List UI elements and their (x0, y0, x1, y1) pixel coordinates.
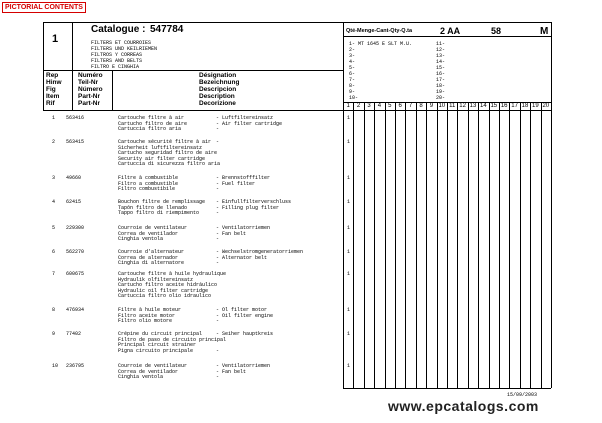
qty-slot: 15- (436, 65, 446, 71)
row-rep: 3 (52, 175, 56, 181)
row-translation: - Einfullfilterverschluss (216, 199, 292, 205)
desc-header-line: Désignation (199, 72, 237, 79)
qty-column-number: 17 (511, 103, 518, 109)
part-header-line: Teil-Nr (78, 79, 99, 86)
part-header-line: Part-Nr (78, 93, 101, 100)
group-title: FILTRO E CINGHIA (91, 64, 140, 70)
qty-slot: 5- (349, 65, 356, 71)
part-column-header (78, 72, 103, 107)
qty-slot: 19- (436, 89, 446, 95)
group-title: FILTERS ET COURROIES (91, 40, 152, 46)
rep-header-line: Fig (46, 86, 56, 93)
row-description: Correa de ventilador (118, 368, 179, 375)
qty-column-number: 14 (480, 103, 487, 109)
rep-header-line: Item (46, 93, 60, 100)
qty-slot: 10- (349, 95, 359, 101)
page-number: 58 (491, 26, 502, 36)
row-translation: - (216, 210, 220, 217)
columns-bottom-line (43, 110, 551, 111)
qty-column-number: 19 (532, 103, 539, 109)
row-description: Cartuccia di sicurezza filtro aria (118, 161, 221, 168)
qty-slot: 7- (349, 77, 356, 83)
qty-slot: 2- (349, 47, 356, 53)
qty-column-number: 16 (500, 103, 508, 109)
row-part-number[interactable]: 600675 (66, 271, 85, 277)
catalogue-label: Catalogue : (91, 24, 146, 35)
qty-slot: 9- (349, 89, 356, 95)
row-rep: 4 (52, 199, 56, 205)
part-header-line: Número (78, 86, 103, 93)
row-quantity: 1 (347, 225, 351, 231)
desc-header-line: Bezeichnung (199, 79, 240, 86)
row-translation: - Brennstofffilter (216, 175, 271, 181)
row-translation: - Ol filter motor (216, 307, 268, 313)
row-description: Tapón filtro de llenado (118, 204, 188, 211)
row-translation: - Fan belt (216, 368, 247, 375)
qty-slot: 18- (436, 83, 446, 89)
qty-column-line (447, 102, 448, 388)
qty-column-number: 20 (542, 103, 550, 109)
description-column-header (199, 72, 239, 107)
qty-slot: 12- (436, 47, 446, 53)
qty-column-line (489, 102, 490, 388)
row-quantity: 1 (347, 139, 351, 145)
row-description: Security air filter cartridge (118, 155, 206, 162)
group-title: FILTERS AND BELTS (91, 58, 143, 64)
row-part-number[interactable]: 563415 (66, 139, 85, 145)
sheet-divider-line (72, 22, 73, 70)
row-description: Courroie de ventilateur (118, 225, 188, 231)
row-translation: - Oil filter engine (216, 312, 274, 319)
row-quantity: 1 (347, 175, 351, 181)
row-translation: - Fuel filter (216, 180, 256, 187)
row-translation: - Air filter cartridge (216, 120, 283, 127)
row-description: Filtro aceite motor (118, 312, 176, 319)
qty-column-line (457, 102, 458, 388)
qty-slots-right (436, 41, 445, 101)
qty-slot: 16- (436, 71, 446, 77)
row-rep: 7 (52, 271, 56, 277)
row-description: Pigna circuito principale (118, 347, 194, 354)
row-description: Correa de alternador (118, 254, 179, 261)
qty-column-line (353, 102, 354, 388)
part-header-line: Part-Nr (78, 100, 101, 107)
desc-header-line: Description (199, 93, 235, 100)
quantity-code: 2 AA (440, 26, 461, 36)
qty-column-number: 2 (356, 103, 361, 109)
row-translation: - (216, 374, 220, 381)
row-quantity: 1 (347, 363, 351, 369)
row-description: Cartuccia filtro olio idraulico (118, 293, 212, 300)
row-translation: - (216, 347, 220, 354)
qty-column-line (405, 102, 406, 388)
row-translation: - (216, 186, 220, 193)
qty-column-number: 4 (377, 103, 382, 109)
qty-column-line (385, 102, 386, 388)
footer-date: 15/09/2003 (507, 392, 538, 398)
row-description: Hydraulic oil filter cartridge (118, 287, 209, 294)
row-rep: 1 (52, 115, 56, 121)
row-description: Cartouche filtre à air (118, 115, 185, 121)
qty-slot: 6- (349, 71, 356, 77)
rep-header-line: Rep (46, 72, 59, 79)
qty-column-line (374, 102, 375, 388)
qty-column-number: 12 (459, 103, 466, 109)
qty-column-line (509, 102, 510, 388)
row-description: Cinghia ventola (118, 236, 164, 243)
row-translation: - Filling plug filter (216, 204, 280, 211)
row-description: Tappo filtro di riempimento (118, 210, 200, 217)
row-quantity: 1 (347, 115, 351, 121)
desc-header-line: Decorizione (199, 100, 236, 107)
m-label: M (540, 26, 549, 37)
row-description: Courroie de ventilateur (118, 363, 188, 369)
pictorial-contents-button[interactable]: PICTORIAL CONTENTS (2, 2, 86, 13)
sheet-number: 1 (52, 33, 59, 45)
qty-column-line (499, 102, 500, 388)
qty-column-number: 7 (408, 103, 413, 109)
watermark-url: www.epcatalogs.com (388, 398, 539, 414)
qty-column-line (530, 102, 531, 388)
row-translation: - (216, 318, 220, 325)
rep-column-header (46, 72, 62, 107)
row-translation: - (216, 236, 220, 243)
rep-header-line: Hinw (46, 79, 62, 86)
row-rep: 8 (52, 307, 56, 313)
frame-right-line (551, 22, 552, 388)
row-translation: - Ventilatorriemen (216, 363, 271, 369)
row-description: Cartucho filtro de aire (118, 120, 188, 127)
qty-left-line (343, 22, 344, 388)
row-translation: - Luftfiltereinsatz (216, 115, 274, 121)
row-description: Bouchon filtre de remplissage (118, 199, 206, 205)
row-translation: - (216, 139, 220, 145)
qty-slot: 13- (436, 53, 446, 59)
qty-column-line (426, 102, 427, 388)
qty-slot: 20- (436, 95, 446, 101)
row-description: Cartucho seguridad filtro de aire (118, 150, 218, 157)
row-description: Sicherheit luftfiltereinsatz (118, 144, 203, 151)
rep-header-line: Rif (46, 100, 55, 107)
row-part-number[interactable]: 49660 (66, 175, 82, 181)
row-rep: 6 (52, 249, 56, 255)
qty-column-number: 1 (346, 103, 350, 109)
row-part-number[interactable]: 563416 (66, 115, 85, 121)
qty-slots-left (349, 41, 412, 101)
row-translation: - Alternator belt (216, 254, 268, 261)
qty-column-number: 13 (469, 103, 477, 109)
qty-slot: 1- MT 1645 E SLT M.U. (349, 41, 413, 47)
qty-slot: 3- (349, 53, 356, 59)
qty-column-number: 10 (438, 103, 446, 109)
row-part-number[interactable]: 62415 (66, 199, 82, 205)
quantity-heading: Qté-Menge-Cant-Qty-Q.ta (346, 28, 412, 34)
row-translation: - Ventilatorriemen (216, 225, 271, 231)
row-description: Filtro de paso de circuito principal (118, 336, 227, 343)
qty-column-line (541, 102, 542, 388)
row-rep: 5 (52, 225, 56, 231)
qty-column-number: 3 (367, 103, 371, 109)
qty-column-line (520, 102, 521, 388)
row-description: Correa de ventilador (118, 230, 179, 237)
group-titles (91, 40, 157, 70)
catalogue-number: 547784 (150, 24, 184, 35)
qty-column-number: 15 (490, 103, 498, 109)
desc-header-line: Descripcion (199, 86, 237, 93)
qty-slot: 17- (436, 77, 446, 83)
row-description: Courroie d'alternateur (118, 249, 185, 255)
group-title: FILTERS UND KEILRIEMEN (91, 46, 158, 52)
row-quantity: 1 (347, 249, 351, 255)
row-description: Principal circuit strainer (118, 342, 197, 349)
qty-slot: 11- (436, 41, 446, 47)
row-rep: 10 (52, 363, 59, 369)
qty-column-number: 8 (419, 103, 423, 109)
row-translation: - (216, 260, 220, 267)
frame-left-line (43, 22, 44, 110)
qty-column-number: 9 (429, 103, 434, 109)
qty-column-line (468, 102, 469, 388)
row-translation: - Fan belt (216, 230, 247, 237)
qty-column-number: 18 (521, 103, 529, 109)
row-description: Cartucho filtro aceite hidráulico (118, 282, 218, 289)
qty-column-number: 11 (449, 103, 456, 109)
row-quantity: 1 (347, 199, 351, 205)
row-description: Filtro combustibile (118, 186, 176, 193)
row-description: Cinghia ventola (118, 374, 164, 381)
row-part-number[interactable]: 562270 (66, 249, 85, 255)
qty-column-number: 5 (388, 103, 392, 109)
row-description: Cartuccia filtro aria (118, 126, 182, 133)
row-quantity: 1 (347, 307, 351, 313)
frame-top-line (43, 22, 551, 23)
qty-column-line (364, 102, 365, 388)
header-bottom-line (43, 70, 343, 71)
row-description: Crépine du circuit principal (118, 331, 203, 337)
row-rep: 2 (52, 139, 56, 145)
row-quantity: 1 (347, 271, 351, 277)
row-description: Cinghia di alternatore (118, 260, 185, 267)
row-part-number[interactable]: 77402 (66, 331, 82, 337)
qty-column-line (395, 102, 396, 388)
row-translation: - (216, 126, 220, 133)
qty-column-line (416, 102, 417, 388)
row-part-number[interactable]: 476934 (66, 307, 85, 313)
qty-slot: 4- (349, 59, 356, 65)
row-part-number[interactable]: 236795 (66, 363, 85, 369)
row-description: Hydraulik olfiltereinsatz (118, 276, 194, 283)
row-translation: - Seiher hauptkreis (216, 331, 274, 337)
qty-slot: 8- (349, 83, 356, 89)
row-description: Filtro olio motore (118, 318, 173, 325)
row-part-number[interactable]: 229300 (66, 225, 85, 231)
row-description: Filtre à huile moteur (118, 307, 182, 313)
part-header-line: Numéro (78, 72, 103, 79)
row-description: Filtre à combustible (118, 175, 179, 181)
row-quantity: 1 (347, 331, 351, 337)
group-title: FILTROS Y CORREAS (91, 52, 143, 58)
qty-head-line (343, 36, 551, 37)
row-description: Cartouche sécurité filtre à air (118, 139, 212, 145)
part-divider-line (112, 70, 113, 110)
qty-bottom-line (343, 388, 551, 389)
qty-column-line (478, 102, 479, 388)
row-description: Filtro a combustible (118, 180, 179, 187)
qty-column-line (437, 102, 438, 388)
row-rep: 9 (52, 331, 56, 337)
row-translation: - Wechselstromgeneratorriemen (216, 249, 304, 255)
qty-column-number: 6 (398, 103, 402, 109)
rep-divider-line (72, 70, 73, 110)
row-description: Cartouche filtre à huile hydraulique (118, 271, 227, 277)
qty-slot: 14- (436, 59, 446, 65)
